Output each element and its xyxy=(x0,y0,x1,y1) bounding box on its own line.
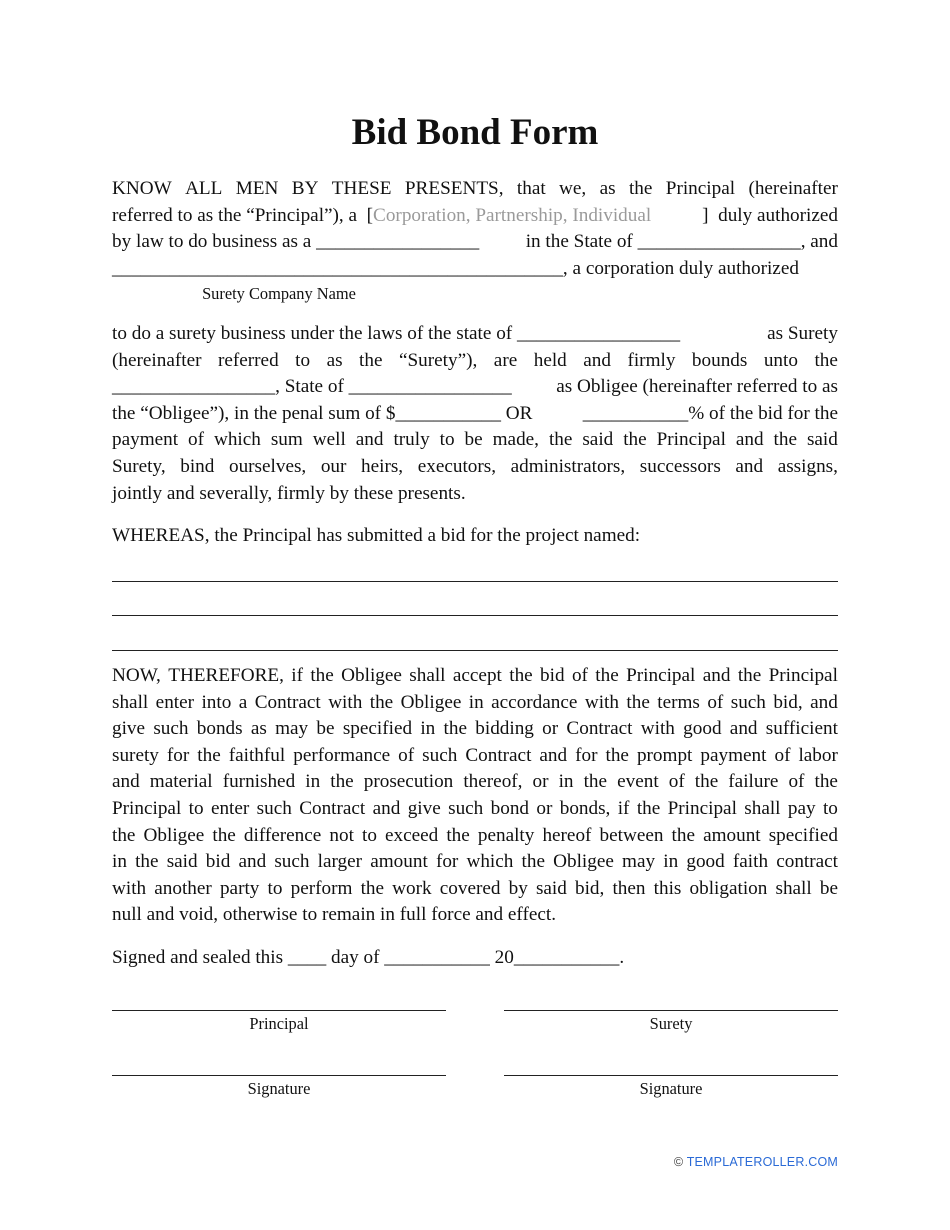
word: obligation xyxy=(689,877,768,899)
surety-line-1-end: as Surety xyxy=(767,323,838,344)
word: in xyxy=(420,718,436,740)
intro-paragraph xyxy=(112,176,838,282)
word: payment xyxy=(700,744,767,766)
word: as xyxy=(250,718,267,740)
word: bounds xyxy=(691,349,748,371)
word: performance xyxy=(293,744,391,766)
word: MEN xyxy=(235,178,279,199)
word: may xyxy=(622,851,656,873)
word: to xyxy=(822,797,838,819)
nt-line-1 xyxy=(112,663,838,690)
intro-line-2 xyxy=(112,203,838,230)
word: we, xyxy=(559,178,587,199)
word: sum xyxy=(270,429,303,451)
whereas-line xyxy=(112,523,838,550)
word: Obligee xyxy=(341,665,402,686)
word: bid, xyxy=(575,877,605,899)
word: work xyxy=(392,877,432,899)
word: such xyxy=(448,797,484,819)
principal-label: Principal xyxy=(249,1014,309,1033)
word: to xyxy=(188,797,204,819)
surety-state-field[interactable]: to do a surety business under the laws of the state of _________________ xyxy=(112,323,681,344)
word: and xyxy=(539,744,568,766)
word: if xyxy=(291,665,303,686)
word: and xyxy=(729,718,758,740)
word: accordance xyxy=(491,691,578,713)
word: with xyxy=(112,877,147,899)
word: thereof, xyxy=(463,771,523,793)
word: the xyxy=(636,797,661,819)
word: the xyxy=(583,771,608,793)
now-therefore-paragraph xyxy=(112,663,838,929)
word: in xyxy=(112,851,127,873)
word: held xyxy=(533,349,567,371)
word: larger xyxy=(317,851,363,873)
word: another xyxy=(154,877,212,899)
surety-signature-label: Signature xyxy=(639,1079,703,1098)
word: assigns, xyxy=(777,455,838,477)
word: bonds xyxy=(196,718,243,740)
word: faithful xyxy=(228,744,286,766)
penal-sum-field[interactable]: the “Obligee”), in the penal sum of $___________ OR xyxy=(112,402,533,424)
word: give xyxy=(112,718,146,740)
word: KNOW xyxy=(112,178,172,199)
word: Obligee xyxy=(553,851,614,873)
project-name-line-3[interactable] xyxy=(112,650,838,651)
obligee-field[interactable]: _________________, State of _________________ xyxy=(112,376,512,398)
word: between xyxy=(599,824,664,846)
word: the xyxy=(773,429,797,451)
word: and xyxy=(372,797,401,819)
word: and xyxy=(583,349,611,371)
word: good xyxy=(686,851,725,873)
word: prompt xyxy=(636,744,693,766)
word: to xyxy=(439,429,455,451)
word: the xyxy=(443,718,467,740)
word: for xyxy=(166,744,190,766)
word: of xyxy=(774,744,791,766)
word: are xyxy=(493,349,518,371)
word: the xyxy=(310,665,334,686)
word: specified xyxy=(342,718,413,740)
word: then xyxy=(612,877,646,899)
word: (hereinafter xyxy=(748,178,838,199)
surety-line-6 xyxy=(112,454,838,481)
word: bid xyxy=(205,851,231,873)
word: may xyxy=(275,718,309,740)
word: bid xyxy=(540,665,565,686)
word: penalty xyxy=(477,824,535,846)
word: shall xyxy=(409,665,446,686)
word: the xyxy=(446,824,470,846)
word: the xyxy=(521,851,545,873)
word: said xyxy=(535,877,567,899)
surety-line[interactable] xyxy=(504,1010,838,1011)
word: the xyxy=(595,665,619,686)
word: covered xyxy=(439,877,501,899)
word: said xyxy=(582,429,614,451)
word: of xyxy=(788,771,805,793)
word: this xyxy=(653,877,682,899)
word: terms xyxy=(657,691,700,713)
word: of xyxy=(188,429,205,451)
word: and xyxy=(702,665,731,686)
templateroller-link[interactable]: TEMPLATEROLLER.COM xyxy=(686,1155,838,1169)
word: the xyxy=(212,824,236,846)
word: enter xyxy=(155,691,195,713)
word: Contract xyxy=(566,718,633,740)
word: surety xyxy=(112,744,159,766)
word: be xyxy=(316,718,335,740)
word: enter xyxy=(210,797,250,819)
word: difference xyxy=(243,824,322,846)
word: the xyxy=(135,851,159,873)
copyright-icon: © xyxy=(673,1155,684,1169)
word: heirs, xyxy=(361,455,404,477)
word: Principal xyxy=(665,178,736,199)
word: amount xyxy=(370,851,428,873)
word: unto xyxy=(763,349,798,371)
word: such xyxy=(422,744,458,766)
word: Obligee xyxy=(400,691,462,713)
word: into xyxy=(201,691,232,713)
word: the xyxy=(509,665,533,686)
word: (hereinafter xyxy=(112,349,202,371)
word: the xyxy=(359,349,383,371)
word: the xyxy=(737,665,762,686)
word: the xyxy=(814,349,838,371)
surety-line-2 xyxy=(112,348,838,375)
footer-credit xyxy=(674,1155,838,1169)
word: furnished xyxy=(222,771,296,793)
nt-line-10-text: null and void, otherwise to remain in full force and effect. xyxy=(112,904,557,926)
word: the xyxy=(694,771,719,793)
project-name-line-1[interactable] xyxy=(112,581,838,582)
word: payment xyxy=(112,429,179,451)
whereas-text: WHEREAS, the Principal has submitted a bid for the project named: xyxy=(112,525,641,546)
nt-line-9 xyxy=(112,876,838,903)
surety-line-7 xyxy=(112,481,838,508)
word: and xyxy=(735,455,764,477)
word: contract xyxy=(776,851,838,873)
nt-line-3 xyxy=(112,716,838,743)
intro-line-4 xyxy=(112,256,838,283)
word: executors, xyxy=(417,455,497,477)
word: to xyxy=(361,824,377,846)
word: by xyxy=(508,877,528,899)
word: failure xyxy=(728,771,779,793)
word: ALL xyxy=(185,178,223,199)
word: the xyxy=(548,429,573,451)
surety-line-5 xyxy=(112,427,838,454)
word: Principal xyxy=(768,665,838,686)
intro-line-2-text: referred to as the “Principal”), a [ xyxy=(112,204,374,226)
word: the xyxy=(369,691,394,713)
surety-line-3 xyxy=(112,374,838,401)
word: give xyxy=(407,797,441,819)
word: and xyxy=(355,429,384,451)
word: the xyxy=(626,691,650,713)
word: of xyxy=(668,771,685,793)
word: the xyxy=(628,178,653,199)
word: in xyxy=(305,771,321,793)
word: bid, xyxy=(773,691,803,713)
word: such xyxy=(256,797,292,819)
word: THEREFORE, xyxy=(168,665,284,686)
principal-signature-label: Signature xyxy=(247,1079,311,1098)
word: sufficient xyxy=(765,718,838,740)
word: “Surety”), xyxy=(398,349,478,371)
word: shall xyxy=(775,877,812,899)
surety-line-4 xyxy=(112,401,838,428)
word: made, xyxy=(492,429,539,451)
word: Surety, xyxy=(112,455,166,477)
surety-line-7-text: jointly and severally, firmly by these presents. xyxy=(112,482,466,504)
word: successors xyxy=(639,455,721,477)
intro-line-1 xyxy=(112,176,838,203)
principal-line[interactable] xyxy=(112,1010,446,1011)
word: and xyxy=(112,771,140,793)
word: the xyxy=(814,771,838,793)
word: such xyxy=(730,691,766,713)
word: with xyxy=(640,718,675,740)
nt-line-2 xyxy=(112,690,838,717)
surety-paragraph xyxy=(112,321,838,507)
word: Contract xyxy=(299,797,366,819)
word: such xyxy=(153,718,189,740)
word: labor xyxy=(798,744,838,766)
principal-signature-line[interactable] xyxy=(112,1075,446,1076)
word: Contract xyxy=(254,691,321,713)
word: THESE xyxy=(331,178,392,199)
word: of xyxy=(707,691,724,713)
word: NOW, xyxy=(112,665,161,686)
word: be xyxy=(464,429,483,451)
word: PRESENTS, xyxy=(404,178,504,199)
word: prosecution xyxy=(363,771,454,793)
word: Contract xyxy=(465,744,532,766)
nt-line-7 xyxy=(112,823,838,850)
surety-label: Surety xyxy=(649,1014,693,1033)
word: the xyxy=(112,824,136,846)
entity-type-options[interactable]: Corporation, Partnership, Individual xyxy=(373,204,652,226)
nt-line-6 xyxy=(112,796,838,823)
word: and xyxy=(810,691,838,713)
word: said xyxy=(166,851,198,873)
state-field[interactable]: in the State of _________________, and xyxy=(525,231,838,253)
word: hereof xyxy=(542,824,592,846)
word: to xyxy=(267,877,283,899)
word: referred xyxy=(217,349,279,371)
bid-percent-field[interactable]: ___________% of the bid for the xyxy=(582,402,838,424)
word: bonds, xyxy=(559,797,611,819)
word: amount xyxy=(703,824,761,846)
word: if xyxy=(617,797,630,819)
word: for xyxy=(435,851,459,873)
word: in xyxy=(558,771,574,793)
word: of xyxy=(398,744,415,766)
word: bidding xyxy=(475,718,534,740)
word: shall xyxy=(112,691,149,713)
surety-line-1 xyxy=(112,321,838,348)
surety-company-caption: Surety Company Name xyxy=(202,284,356,303)
word: and xyxy=(735,429,764,451)
word: not xyxy=(329,824,354,846)
word: the xyxy=(197,744,221,766)
word: Obligee xyxy=(143,824,205,846)
word: the xyxy=(605,744,629,766)
word: such xyxy=(274,851,310,873)
word: Principal xyxy=(656,429,726,451)
word: of xyxy=(571,665,588,686)
word: as xyxy=(599,178,616,199)
word: or xyxy=(536,797,553,819)
word: for xyxy=(575,744,598,766)
surety-company-field[interactable]: _______________________________________________, a corporation duly authorized xyxy=(112,257,799,279)
word: the xyxy=(360,877,385,899)
nt-line-10 xyxy=(112,902,838,929)
word: accept xyxy=(452,665,502,686)
word: good xyxy=(683,718,722,740)
word: perform xyxy=(290,877,353,899)
word: bind xyxy=(180,455,215,477)
word: event xyxy=(617,771,659,793)
word: bond xyxy=(490,797,530,819)
word: material xyxy=(149,771,213,793)
word: in xyxy=(468,691,484,713)
word: Principal xyxy=(112,797,182,819)
word: which xyxy=(466,851,514,873)
word: the xyxy=(330,771,354,793)
word: truly xyxy=(393,429,430,451)
signed-date-field[interactable]: Signed and sealed this ____ day of ___________ 20___________. xyxy=(112,947,625,968)
word: specified xyxy=(768,824,838,846)
word: ourselves, xyxy=(228,455,307,477)
word: as xyxy=(326,349,343,371)
intro-line-2-end: ] duly authorized xyxy=(702,204,838,226)
word: with xyxy=(328,691,363,713)
word: which xyxy=(213,429,261,451)
word: with xyxy=(584,691,619,713)
signed-sealed-paragraph xyxy=(112,945,838,972)
word: the xyxy=(623,429,647,451)
word: party xyxy=(219,877,260,899)
project-name-line-2[interactable] xyxy=(112,615,838,616)
word: a xyxy=(238,691,248,713)
word: or xyxy=(542,718,559,740)
whereas-paragraph xyxy=(112,523,838,550)
nt-line-4 xyxy=(112,743,838,770)
word: administrators, xyxy=(510,455,626,477)
surety-line-3-end: as Obligee (hereinafter referred to as xyxy=(556,376,838,398)
nt-line-5 xyxy=(112,769,838,796)
word: Principal xyxy=(626,665,696,686)
word: firmly xyxy=(627,349,676,371)
business-name-field[interactable]: by law to do business as a _________________ xyxy=(112,231,480,253)
word: BY xyxy=(291,178,319,199)
nt-line-8 xyxy=(112,849,838,876)
word: Principal xyxy=(667,797,737,819)
signed-sealed-line xyxy=(112,945,838,972)
word: in xyxy=(663,851,679,873)
word: said xyxy=(806,429,838,451)
word: exceed xyxy=(385,824,439,846)
word: to xyxy=(295,349,311,371)
word: the xyxy=(671,824,695,846)
word: and xyxy=(238,851,267,873)
document-title: Bid Bond Form xyxy=(351,112,599,153)
surety-signature-line[interactable] xyxy=(504,1075,838,1076)
word: well xyxy=(312,429,346,451)
word: or xyxy=(532,771,549,793)
word: shall xyxy=(744,797,781,819)
intro-line-3 xyxy=(112,229,838,256)
word: faith xyxy=(732,851,769,873)
word: pay xyxy=(787,797,816,819)
word: be xyxy=(819,877,838,899)
word: that xyxy=(516,178,546,199)
word: our xyxy=(320,455,347,477)
